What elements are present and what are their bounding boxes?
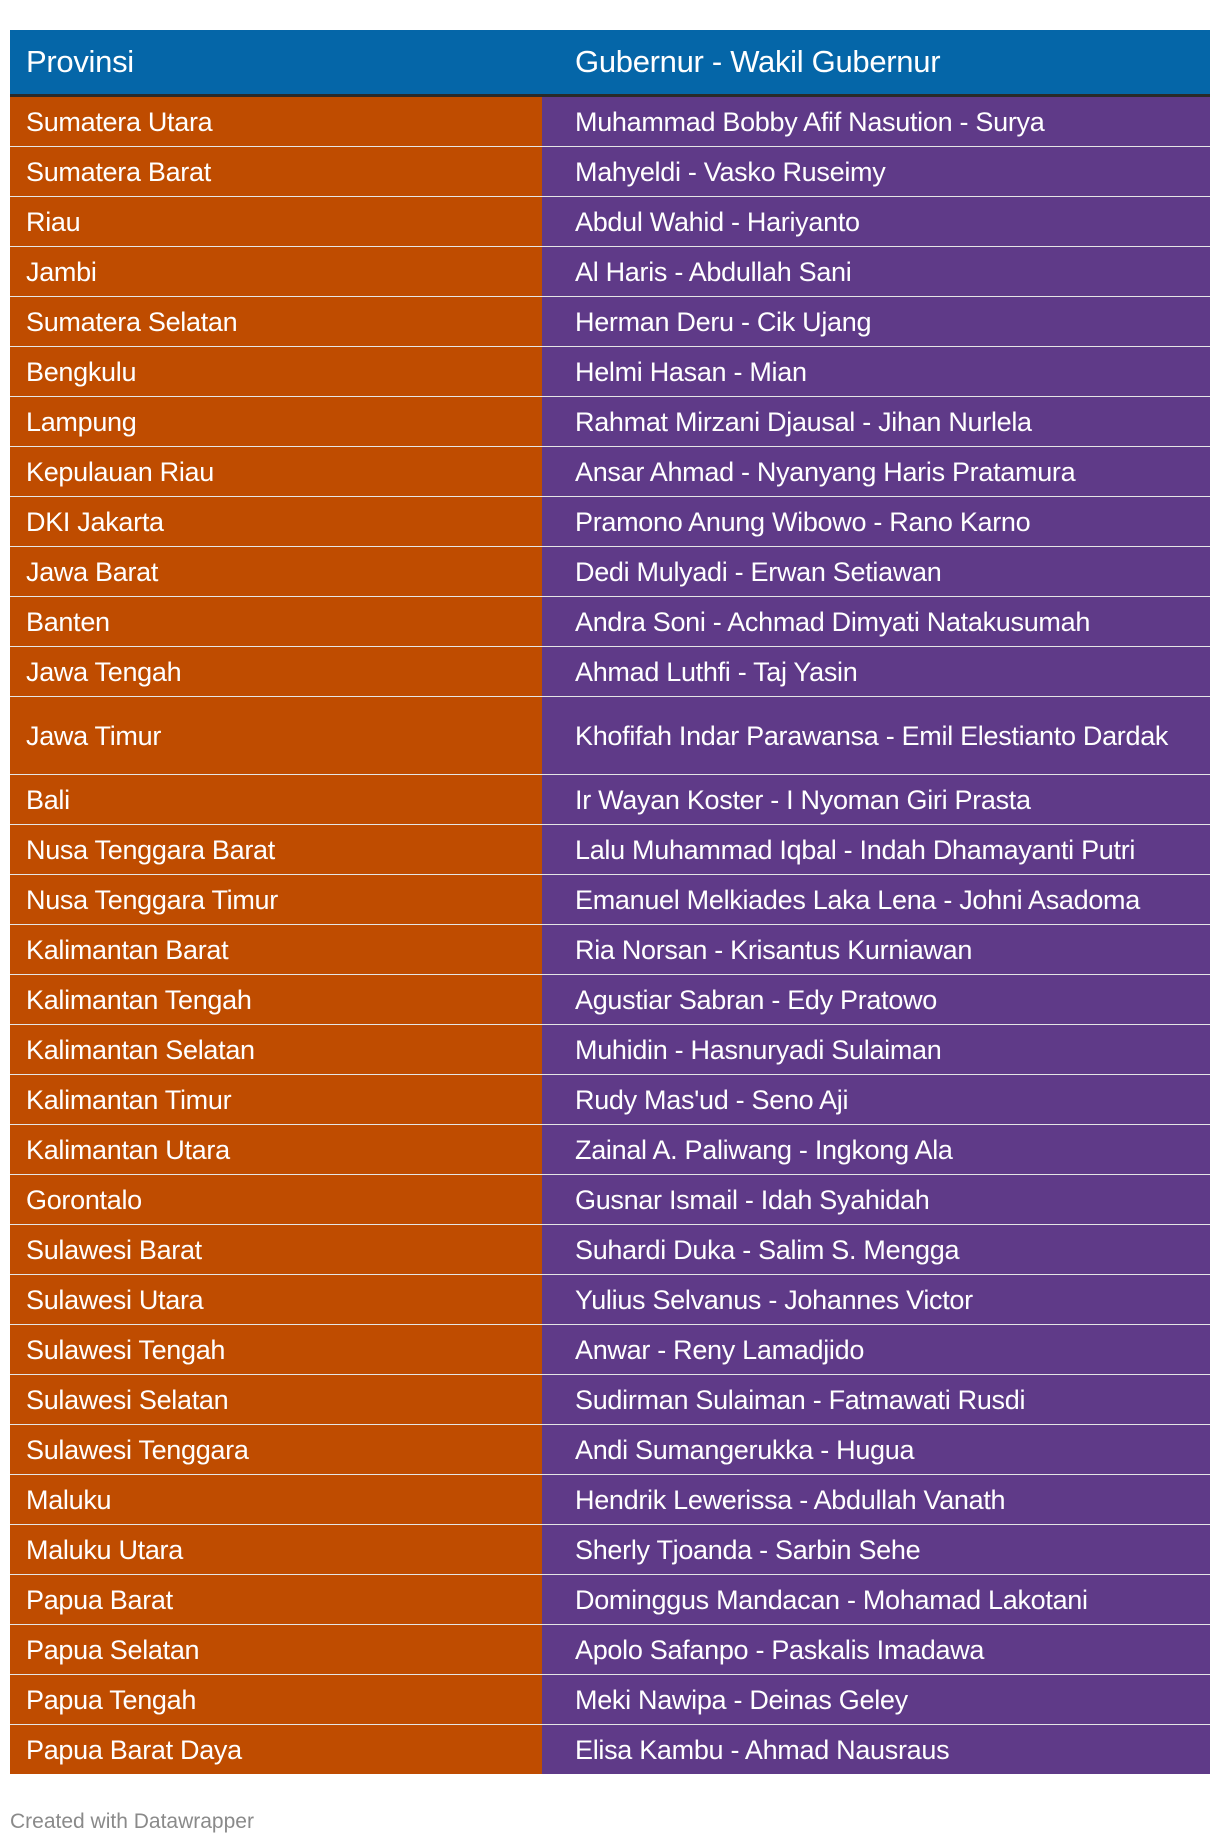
- cell-gubernur: Emanuel Melkiades Laka Lena - Johni Asadoma: [542, 875, 1210, 925]
- cell-provinsi: Maluku Utara: [10, 1525, 542, 1575]
- cell-provinsi: Nusa Tenggara Barat: [10, 825, 542, 875]
- table-row: [10, 925, 1210, 975]
- cell-gubernur: Gusnar Ismail - Idah Syahidah: [542, 1175, 1210, 1225]
- table-row: [10, 1325, 1210, 1375]
- cell-gubernur: Herman Deru - Cik Ujang: [542, 297, 1210, 347]
- table-row: [10, 875, 1210, 925]
- table-header-row: [10, 30, 1210, 96]
- table-row: [10, 1475, 1210, 1525]
- cell-provinsi: Sulawesi Selatan: [10, 1375, 542, 1425]
- cell-provinsi: Sulawesi Tenggara: [10, 1425, 542, 1475]
- cell-provinsi: Banten: [10, 597, 542, 647]
- table-row: [10, 297, 1210, 347]
- cell-provinsi: Jawa Timur: [10, 697, 542, 775]
- datawrapper-credit: Created with Datawrapper: [10, 1810, 254, 1833]
- table-row: [10, 1675, 1210, 1725]
- cell-gubernur: Pramono Anung Wibowo - Rano Karno: [542, 497, 1210, 547]
- table-row: [10, 597, 1210, 647]
- cell-gubernur: Ahmad Luthfi - Taj Yasin: [542, 647, 1210, 697]
- cell-provinsi: Papua Barat Daya: [10, 1725, 542, 1775]
- table-row: [10, 1175, 1210, 1225]
- cell-gubernur: Meki Nawipa - Deinas Geley: [542, 1675, 1210, 1725]
- cell-gubernur: Ria Norsan - Krisantus Kurniawan: [542, 925, 1210, 975]
- table-row: [10, 1125, 1210, 1175]
- cell-gubernur: Suhardi Duka - Salim S. Mengga: [542, 1225, 1210, 1275]
- table-body: [10, 96, 1210, 1775]
- cell-gubernur: Apolo Safanpo - Paskalis Imadawa: [542, 1625, 1210, 1675]
- cell-gubernur: Anwar - Reny Lamadjido: [542, 1325, 1210, 1375]
- table-row: [10, 197, 1210, 247]
- table-row: [10, 1275, 1210, 1325]
- cell-provinsi: Sumatera Utara: [10, 96, 542, 147]
- table-row: [10, 96, 1210, 147]
- cell-gubernur: Andra Soni - Achmad Dimyati Natakusumah: [542, 597, 1210, 647]
- cell-gubernur: Dominggus Mandacan - Mohamad Lakotani: [542, 1575, 1210, 1625]
- cell-provinsi: Kepulauan Riau: [10, 447, 542, 497]
- cell-gubernur: Helmi Hasan - Mian: [542, 347, 1210, 397]
- cell-provinsi: Jambi: [10, 247, 542, 297]
- column-header-provinsi[interactable]: Provinsi: [10, 30, 542, 96]
- table-row: [10, 775, 1210, 825]
- cell-gubernur: Abdul Wahid - Hariyanto: [542, 197, 1210, 247]
- cell-gubernur: Mahyeldi - Vasko Ruseimy: [542, 147, 1210, 197]
- cell-provinsi: Kalimantan Barat: [10, 925, 542, 975]
- cell-gubernur: Lalu Muhammad Iqbal - Indah Dhamayanti Putri: [542, 825, 1210, 875]
- cell-gubernur: Agustiar Sabran - Edy Pratowo: [542, 975, 1210, 1025]
- cell-gubernur: Muhammad Bobby Afif Nasution - Surya: [542, 96, 1210, 147]
- cell-gubernur: Zainal A. Paliwang - Ingkong Ala: [542, 1125, 1210, 1175]
- table-row: [10, 1525, 1210, 1575]
- table-row: [10, 1375, 1210, 1425]
- cell-provinsi: Kalimantan Timur: [10, 1075, 542, 1125]
- cell-gubernur: Khofifah Indar Parawansa - Emil Elestianto Dardak: [542, 697, 1210, 775]
- cell-provinsi: Riau: [10, 197, 542, 247]
- cell-provinsi: Sulawesi Barat: [10, 1225, 542, 1275]
- table-row: [10, 1725, 1210, 1775]
- cell-provinsi: Kalimantan Selatan: [10, 1025, 542, 1075]
- table-row: [10, 247, 1210, 297]
- cell-provinsi: Bengkulu: [10, 347, 542, 397]
- cell-provinsi: Sulawesi Utara: [10, 1275, 542, 1325]
- table-row: [10, 1225, 1210, 1275]
- table-row: [10, 397, 1210, 447]
- cell-gubernur: Andi Sumangerukka - Hugua: [542, 1425, 1210, 1475]
- table-row: [10, 647, 1210, 697]
- cell-provinsi: Jawa Tengah: [10, 647, 542, 697]
- governor-table-container: [10, 30, 1210, 1774]
- table-row: [10, 547, 1210, 597]
- cell-gubernur: Elisa Kambu - Ahmad Nausraus: [542, 1725, 1210, 1775]
- cell-provinsi: Jawa Barat: [10, 547, 542, 597]
- cell-gubernur: Sudirman Sulaiman - Fatmawati Rusdi: [542, 1375, 1210, 1425]
- cell-provinsi: Maluku: [10, 1475, 542, 1525]
- cell-provinsi: Papua Selatan: [10, 1625, 542, 1675]
- governor-table: [10, 30, 1210, 1774]
- cell-provinsi: Nusa Tenggara Timur: [10, 875, 542, 925]
- table-row: [10, 975, 1210, 1025]
- table-row: [10, 447, 1210, 497]
- cell-gubernur: Al Haris - Abdullah Sani: [542, 247, 1210, 297]
- cell-provinsi: Kalimantan Utara: [10, 1125, 542, 1175]
- cell-gubernur: Dedi Mulyadi - Erwan Setiawan: [542, 547, 1210, 597]
- cell-provinsi: Sumatera Selatan: [10, 297, 542, 347]
- cell-provinsi: DKI Jakarta: [10, 497, 542, 547]
- cell-provinsi: Sulawesi Tengah: [10, 1325, 542, 1375]
- table-row: [10, 825, 1210, 875]
- cell-gubernur: Ansar Ahmad - Nyanyang Haris Pratamura: [542, 447, 1210, 497]
- table-row: [10, 497, 1210, 547]
- table-row: [10, 347, 1210, 397]
- table-row: [10, 697, 1210, 775]
- cell-gubernur: Ir Wayan Koster - I Nyoman Giri Prasta: [542, 775, 1210, 825]
- cell-gubernur: Rahmat Mirzani Djausal - Jihan Nurlela: [542, 397, 1210, 447]
- cell-gubernur: Sherly Tjoanda - Sarbin Sehe: [542, 1525, 1210, 1575]
- table-row: [10, 1025, 1210, 1075]
- cell-provinsi: Sumatera Barat: [10, 147, 542, 197]
- table-row: [10, 1075, 1210, 1125]
- cell-gubernur: Rudy Mas'ud - Seno Aji: [542, 1075, 1210, 1125]
- cell-provinsi: Lampung: [10, 397, 542, 447]
- cell-gubernur: Muhidin - Hasnuryadi Sulaiman: [542, 1025, 1210, 1075]
- column-header-gubernur[interactable]: Gubernur - Wakil Gubernur: [542, 30, 1210, 96]
- cell-provinsi: Papua Barat: [10, 1575, 542, 1625]
- table-row: [10, 1625, 1210, 1675]
- table-row: [10, 1575, 1210, 1625]
- cell-provinsi: Kalimantan Tengah: [10, 975, 542, 1025]
- cell-gubernur: Yulius Selvanus - Johannes Victor: [542, 1275, 1210, 1325]
- cell-provinsi: Papua Tengah: [10, 1675, 542, 1725]
- cell-gubernur: Hendrik Lewerissa - Abdullah Vanath: [542, 1475, 1210, 1525]
- table-row: [10, 1425, 1210, 1475]
- cell-provinsi: Bali: [10, 775, 542, 825]
- cell-provinsi: Gorontalo: [10, 1175, 542, 1225]
- table-row: [10, 147, 1210, 197]
